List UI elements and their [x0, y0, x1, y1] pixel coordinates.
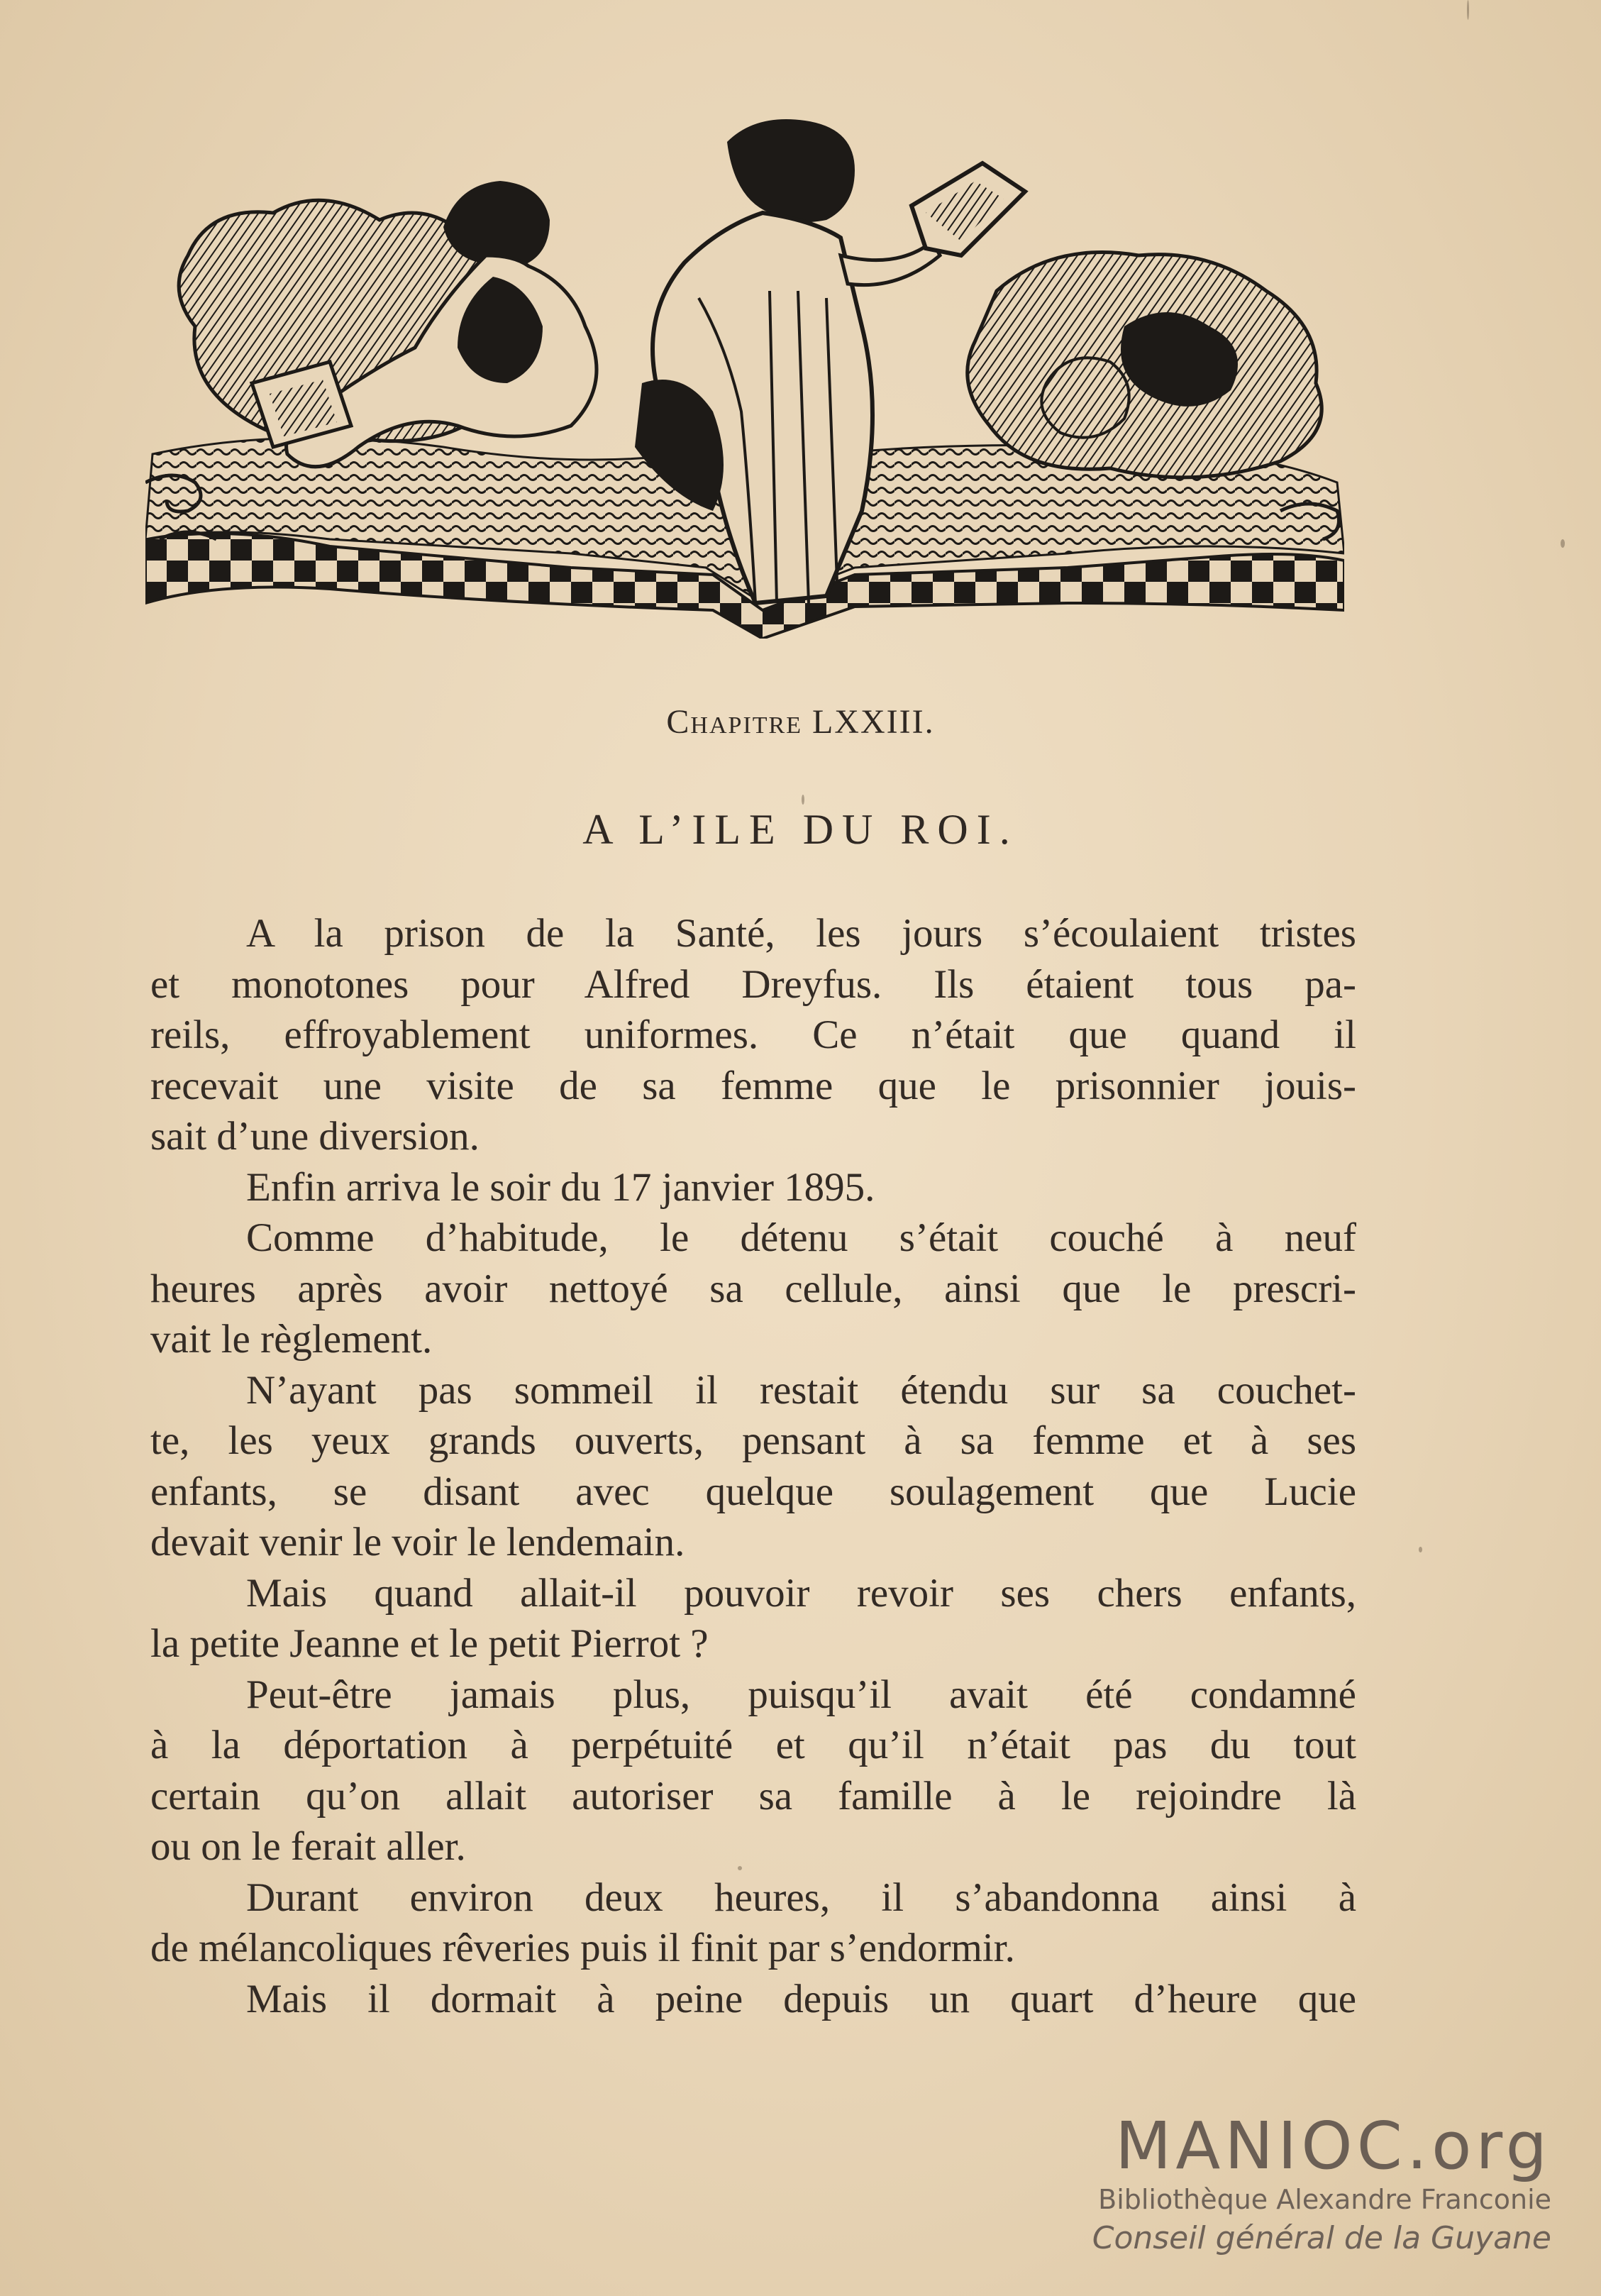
paragraph: [150, 1213, 1356, 1365]
text-line: à la déportation à perpétuité et qu’il n’était pas du tout: [150, 1723, 1356, 1767]
text-line: sait d’une diversion.: [150, 1114, 480, 1159]
text-line: N’ayant pas sommeil il restait étendu sur sa couchet-: [246, 1367, 1356, 1413]
chapter-heading: Chapitre LXXIII.: [666, 703, 935, 741]
paper-speck: [738, 1866, 742, 1870]
paragraph: [150, 1974, 1356, 2025]
paragraph: [150, 1162, 1356, 1213]
paper-speck: [1467, 0, 1469, 20]
text-line: de mélancoliques rêveries puis il finit par s’endormir.: [150, 1926, 1015, 1970]
text-line: enfants, se disant avec quelque soulagement que Lucie: [150, 1469, 1356, 1514]
text-line: Enfin arriva le soir du 17 janvier 1895.: [246, 1164, 875, 1210]
text-line: Comme d’habitude, le détenu s’était couché à neuf: [246, 1215, 1356, 1260]
library-name: Bibliothèque Alexandre Franconie: [1098, 2184, 1551, 2215]
text-line: Mais quand allait-il pouvoir revoir ses chers enfants,: [246, 1570, 1356, 1616]
text-line: heures après avoir nettoyé sa cellule, ainsi que le prescri-: [150, 1266, 1356, 1311]
paper-speck: [1561, 539, 1565, 548]
text-line: A la prison de la Santé, les jours s’écoulaient tristes: [246, 911, 1356, 956]
paper-speck: [1419, 1547, 1422, 1552]
text-line: Peut-être jamais plus, puisqu’il avait été condamné: [246, 1672, 1356, 1717]
text-line: recevait une visite de sa femme que le prisonnier jouis-: [150, 1063, 1356, 1108]
paragraph: [150, 1568, 1356, 1669]
text-line: Mais il dormait à peine depuis un quart d’heure que: [246, 1976, 1356, 2021]
body-text: [150, 908, 1356, 2024]
text-line: ou on le ferait aller.: [150, 1824, 466, 1869]
text-line: Durant environ deux heures, il s’abandonna ainsi à: [246, 1875, 1356, 1920]
text-line: la petite Jeanne et le petit Pierrot ?: [150, 1621, 709, 1666]
text-line: reils, effroyablement uniformes. Ce n’était que quand il: [150, 1012, 1356, 1057]
manioc-logo: MANIOC.org: [1114, 2108, 1551, 2184]
chapter-title: A L’ILE DU ROI.: [582, 806, 1019, 853]
engraving-vignette: [145, 114, 1344, 639]
paragraph: [150, 1669, 1356, 1872]
text-line: devait venir le voir le lendemain.: [150, 1520, 685, 1564]
paragraph: [150, 908, 1356, 1162]
paragraph: [150, 1365, 1356, 1568]
paragraph: [150, 1872, 1356, 1974]
manioc-watermark: [1041, 2108, 1551, 2260]
text-line: certain qu’on allait autoriser sa famille à le rejoindre là: [150, 1773, 1356, 1818]
paper-speck: [802, 795, 804, 805]
vignette-illustration: [145, 114, 1344, 639]
text-line: te, les yeux grands ouverts, pensant à sa femme et à ses: [150, 1418, 1356, 1463]
text-line: vait le règlement.: [150, 1317, 433, 1362]
text-line: et monotones pour Alfred Dreyfus. Ils étaient tous pa-: [150, 961, 1356, 1007]
council-name: Conseil général de la Guyane: [1092, 2220, 1551, 2256]
